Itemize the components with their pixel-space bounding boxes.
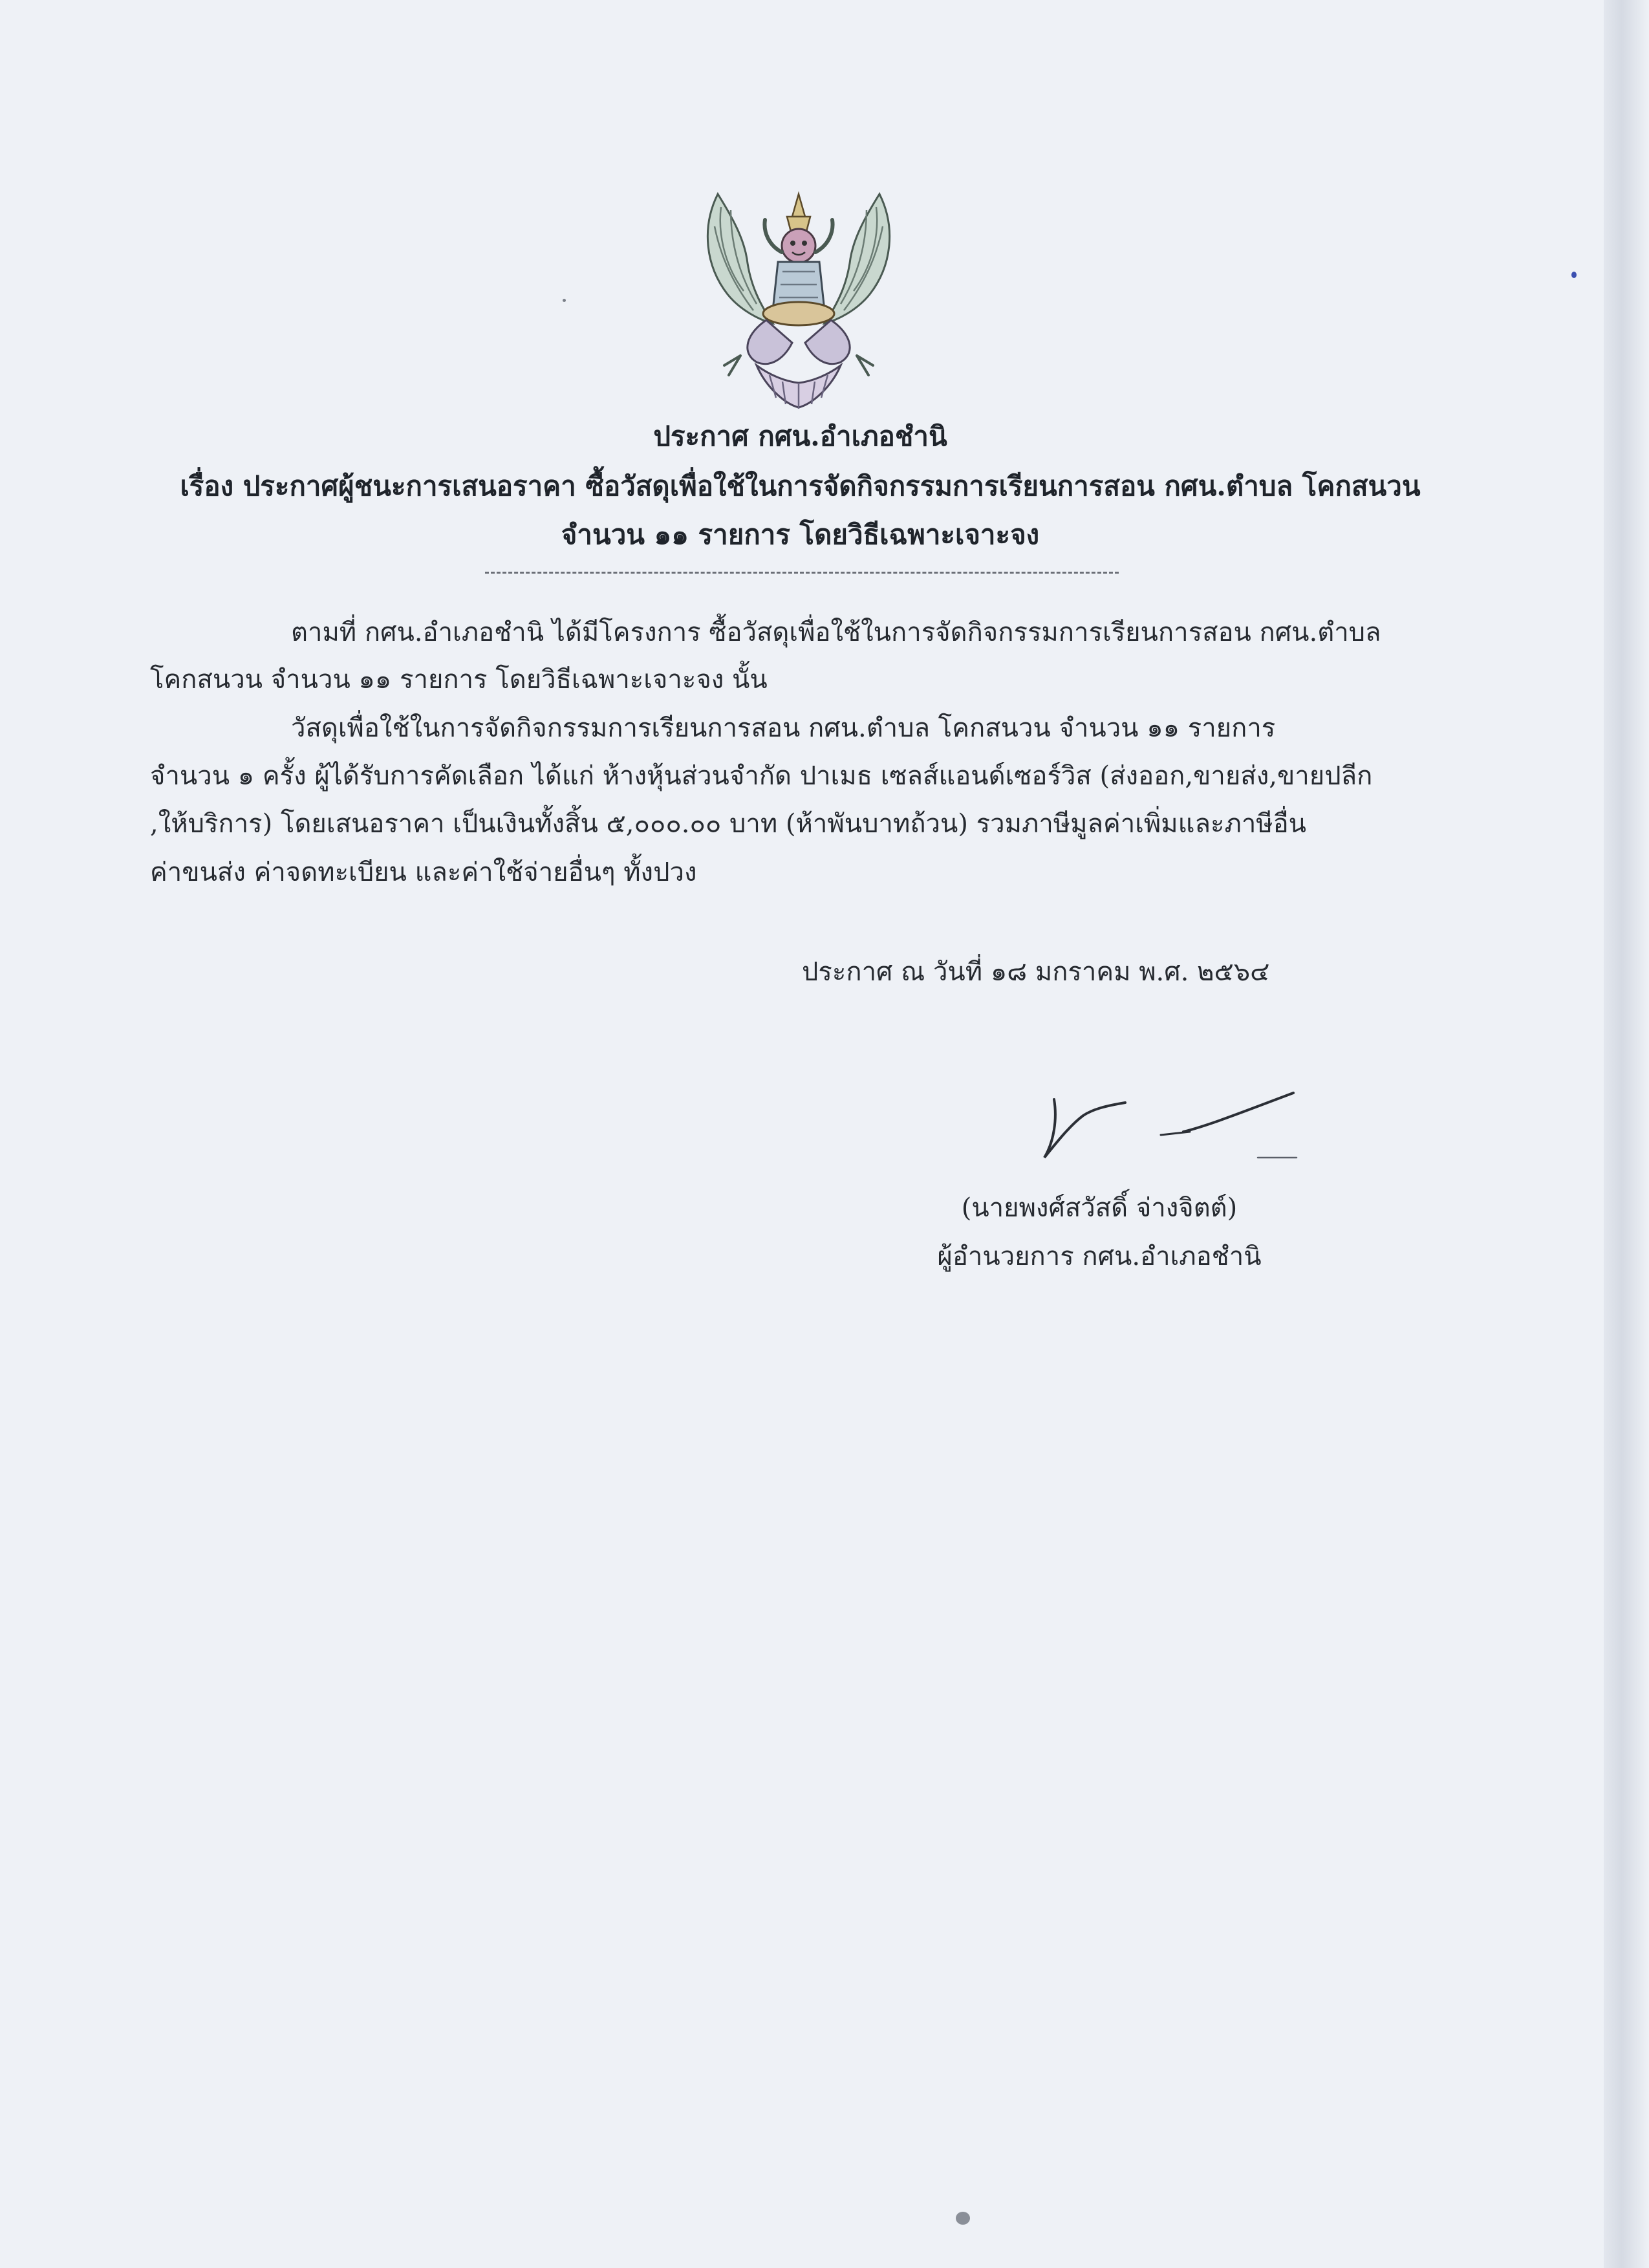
paragraph-1-line-2: โคกสนวน จำนวน ๑๑ รายการ โดยวิธีเฉพาะเจาะจง นั้น — [150, 665, 768, 695]
announcement-title: ประกาศ กศน.อำเภอชำนิ — [653, 420, 947, 452]
signatory-position: ผู้อำนวยการ กศน.อำเภอชำนิ — [937, 1242, 1262, 1271]
paragraph-2-line-1: วัสดุเพื่อใช้ในการจัดกิจกรรมการเรียนการสอน กศน.ตำบล โคกสนวน จำนวน ๑๑ รายการ — [291, 713, 1276, 743]
dashed-divider — [485, 572, 1119, 574]
signatory-name: (นายพงศ์สวัสดิ์ จ่างจิตต์) — [961, 1193, 1238, 1223]
paragraph-2-line-3: ,ให้บริการ) โดยเสนอราคา เป็นเงินทั้งสิ้น ๕,๐๐๐.๐๐ บาท (ห้าพันบาทถ้วน) รวมภาษีมูลค่าเพิ่มและภาษีอื่น — [150, 809, 1307, 839]
paragraph-2-line-4: ค่าขนส่ง ค่าจดทะเบียน และค่าใช้จ่ายอื่นๆ ทั้งปวง — [150, 858, 697, 887]
announcement-subject-line-1: เรื่อง ประกาศผู้ชนะการเสนอราคา ซื้อวัสดุเพื่อใช้ในการจัดกิจกรรมการเรียนการสอน กศน.ตำบล โคกสนวน — [180, 470, 1421, 502]
scan-speck — [956, 2212, 970, 2225]
scan-speck — [1571, 272, 1577, 278]
scan-speck — [563, 299, 566, 302]
paragraph-2-line-2: จำนวน ๑ ครั้ง ผู้ได้รับการคัดเลือก ได้แก่ ห้างหุ้นส่วนจำกัด ปาเมธ เซลส์แอนด์เซอร์วิส (ส่งออก,ขายส่ง,ขายปลีก — [150, 761, 1373, 791]
announcement-date: ประกาศ ณ วันที่ ๑๘ มกราคม พ.ศ. ๒๕๖๔ — [802, 957, 1270, 987]
scan-edge — [1604, 0, 1649, 2268]
announcement-subject-line-2: จำนวน ๑๑ รายการ โดยวิธีเฉพาะเจาะจง — [561, 519, 1040, 550]
signature — [1035, 1080, 1306, 1177]
paragraph-1-line-1: ตามที่ กศน.อำเภอชำนิ ได้มีโครงการ ซื้อวัสดุเพื่อใช้ในการจัดกิจกรรมการเรียนการสอน กศน.ตำบล — [291, 618, 1381, 647]
garuda-emblem — [695, 181, 902, 420]
